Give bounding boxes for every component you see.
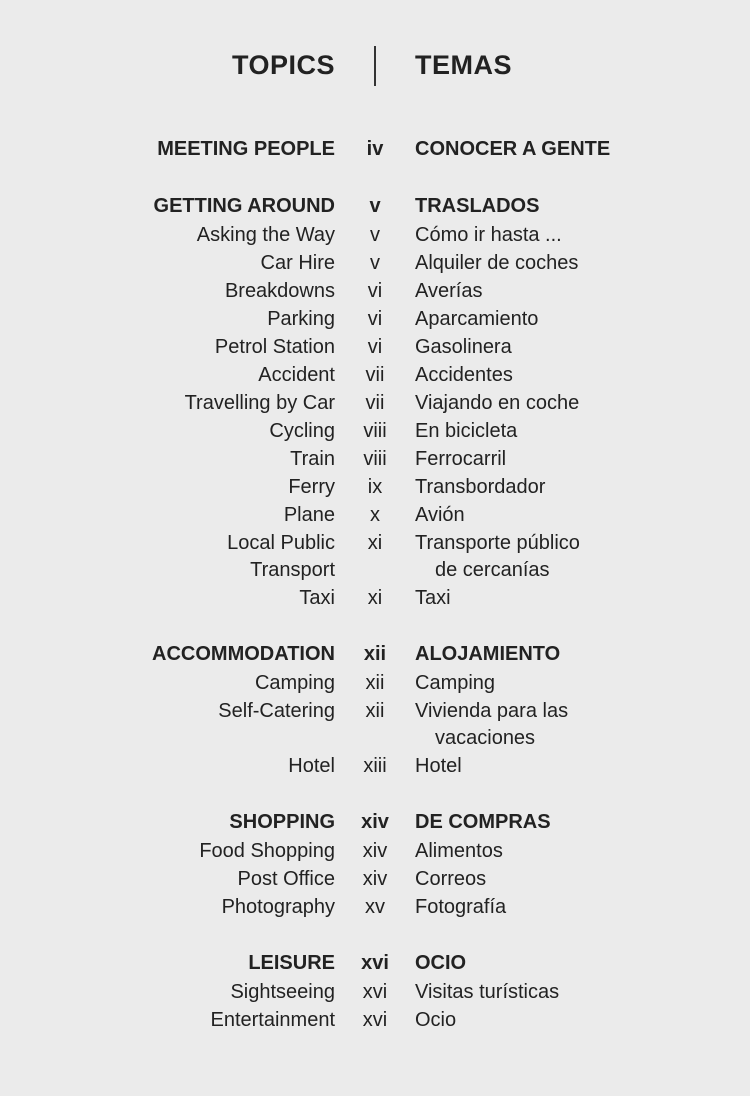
page-number: v bbox=[369, 195, 381, 217]
topic-section bbox=[0, 134, 750, 164]
spanish-topic: Cómo ir hasta ... bbox=[415, 224, 562, 246]
page-number: x bbox=[370, 504, 380, 526]
topic-row[interactable] bbox=[0, 473, 750, 501]
spanish-topic: Viajando en coche bbox=[415, 392, 580, 414]
page-number: vii bbox=[365, 392, 385, 414]
page-number: ix bbox=[367, 476, 383, 498]
topics-list bbox=[0, 134, 750, 1061]
spanish-topic: TRASLADOS bbox=[415, 195, 540, 217]
spanish-topic: Avión bbox=[415, 504, 465, 526]
page-number: xiv bbox=[362, 868, 388, 890]
english-topic: Accident bbox=[258, 364, 335, 386]
spanish-topic: de cercanías bbox=[435, 559, 550, 581]
header bbox=[0, 44, 750, 88]
spanish-topic: Alquiler de coches bbox=[415, 252, 579, 274]
page-number: xii bbox=[365, 700, 385, 722]
english-topic: ACCOMMODATION bbox=[152, 643, 335, 665]
spanish-topic: Accidentes bbox=[415, 364, 513, 386]
page-number: vii bbox=[365, 364, 385, 386]
spanish-topic: Ocio bbox=[415, 1009, 457, 1031]
english-topic: Car Hire bbox=[260, 252, 335, 274]
topic-row[interactable] bbox=[0, 389, 750, 417]
spanish-topic: DE COMPRAS bbox=[415, 811, 551, 833]
spanish-topic: Averías bbox=[415, 280, 483, 302]
spanish-topic: En bicicleta bbox=[415, 420, 518, 442]
english-topic: Taxi bbox=[299, 587, 335, 609]
spanish-topic: Ferrocarril bbox=[415, 448, 507, 470]
page-number: vi bbox=[367, 336, 383, 358]
english-topic: Train bbox=[290, 448, 335, 470]
page-number: xii bbox=[363, 643, 387, 665]
spanish-topic: Transporte público bbox=[415, 532, 580, 554]
page-number: iv bbox=[366, 138, 384, 160]
spanish-topic: Visitas turísticas bbox=[415, 981, 560, 1003]
page-number: xi bbox=[367, 587, 383, 609]
english-topic: Camping bbox=[254, 672, 335, 694]
english-topic: Cycling bbox=[269, 420, 335, 442]
page-number: v bbox=[370, 224, 380, 246]
topic-row[interactable] bbox=[0, 752, 750, 780]
page-number: viii bbox=[363, 420, 387, 442]
english-topic: Breakdowns bbox=[224, 280, 335, 302]
topic-row[interactable] bbox=[0, 893, 750, 921]
temas-title: TEMAS bbox=[415, 50, 512, 80]
topic-row[interactable] bbox=[0, 557, 750, 584]
page-number: xv bbox=[365, 896, 385, 918]
section-heading bbox=[0, 191, 750, 221]
page-number: vi bbox=[367, 308, 383, 330]
spanish-topic: Transbordador bbox=[415, 476, 546, 498]
spanish-topic: Vivienda para las bbox=[415, 700, 569, 722]
section-heading bbox=[0, 807, 750, 837]
english-topic: LEISURE bbox=[248, 952, 335, 974]
spanish-topic: vacaciones bbox=[435, 727, 536, 749]
topic-row[interactable] bbox=[0, 445, 750, 473]
topic-row[interactable] bbox=[0, 978, 750, 1006]
page-number: xii bbox=[365, 672, 385, 694]
section-heading bbox=[0, 948, 750, 978]
topic-row[interactable] bbox=[0, 221, 750, 249]
spanish-topic: Taxi bbox=[415, 587, 451, 609]
spanish-topic: ALOJAMIENTO bbox=[415, 643, 561, 665]
english-topic: Sightseeing bbox=[230, 981, 335, 1003]
topic-row[interactable] bbox=[0, 501, 750, 529]
topic-row[interactable] bbox=[0, 529, 750, 557]
spanish-topic: Fotografía bbox=[415, 896, 507, 918]
topic-section bbox=[0, 639, 750, 780]
topic-row[interactable] bbox=[0, 333, 750, 361]
topic-row[interactable] bbox=[0, 361, 750, 389]
page-number: v bbox=[370, 252, 380, 274]
topic-row[interactable] bbox=[0, 277, 750, 305]
topic-row[interactable] bbox=[0, 1006, 750, 1034]
page-number: xvi bbox=[362, 981, 388, 1003]
spanish-topic: Alimentos bbox=[415, 840, 503, 862]
topic-row[interactable] bbox=[0, 249, 750, 277]
english-topic: Hotel bbox=[288, 755, 335, 777]
spanish-topic: Hotel bbox=[415, 755, 462, 777]
spanish-topic: Camping bbox=[415, 672, 496, 694]
english-topic: Ferry bbox=[288, 476, 335, 498]
english-topic: Plane bbox=[283, 504, 335, 526]
topic-row[interactable] bbox=[0, 669, 750, 697]
english-topic: Travelling by Car bbox=[184, 392, 335, 414]
section-heading bbox=[0, 639, 750, 669]
english-topic: MEETING PEOPLE bbox=[157, 138, 335, 160]
page-number: viii bbox=[363, 448, 387, 470]
english-topic: Post Office bbox=[237, 868, 335, 890]
english-topic: Local Public bbox=[227, 532, 335, 554]
spanish-topic: Correos bbox=[415, 868, 487, 890]
topic-row[interactable] bbox=[0, 417, 750, 445]
english-topic: Self-Catering bbox=[218, 700, 335, 722]
topic-row[interactable] bbox=[0, 697, 750, 725]
spanish-topic: Aparcamiento bbox=[415, 308, 539, 330]
topic-row[interactable] bbox=[0, 865, 750, 893]
page-number: xvi bbox=[361, 952, 389, 974]
topic-section bbox=[0, 948, 750, 1034]
page-number: xvi bbox=[362, 1009, 388, 1031]
english-topic: Entertainment bbox=[210, 1009, 335, 1031]
page-number: xiv bbox=[361, 811, 389, 833]
english-topic: SHOPPING bbox=[229, 811, 335, 833]
topic-row[interactable] bbox=[0, 584, 750, 612]
english-topic: GETTING AROUND bbox=[153, 195, 335, 217]
header-divider bbox=[374, 46, 376, 86]
topic-section bbox=[0, 191, 750, 612]
english-topic: Food Shopping bbox=[199, 840, 335, 862]
english-topic: Petrol Station bbox=[214, 336, 335, 358]
section-heading bbox=[0, 134, 750, 164]
topic-row[interactable] bbox=[0, 837, 750, 865]
english-topic: Transport bbox=[250, 559, 335, 581]
english-topic: Photography bbox=[221, 896, 335, 918]
spanish-topic: Gasolinera bbox=[415, 336, 512, 358]
page-number: vi bbox=[367, 280, 383, 302]
spanish-topic: OCIO bbox=[415, 952, 467, 974]
topic-row[interactable] bbox=[0, 305, 750, 333]
page-number: xiii bbox=[363, 755, 387, 777]
spanish-topic: CONOCER A GENTE bbox=[415, 138, 611, 160]
topic-section bbox=[0, 807, 750, 921]
english-topic: Asking the Way bbox=[196, 224, 335, 246]
english-topic: Parking bbox=[267, 308, 335, 330]
page-number: xi bbox=[367, 532, 383, 554]
topics-title: TOPICS bbox=[231, 50, 335, 80]
topic-row[interactable] bbox=[0, 725, 750, 752]
page-number: xiv bbox=[362, 840, 388, 862]
